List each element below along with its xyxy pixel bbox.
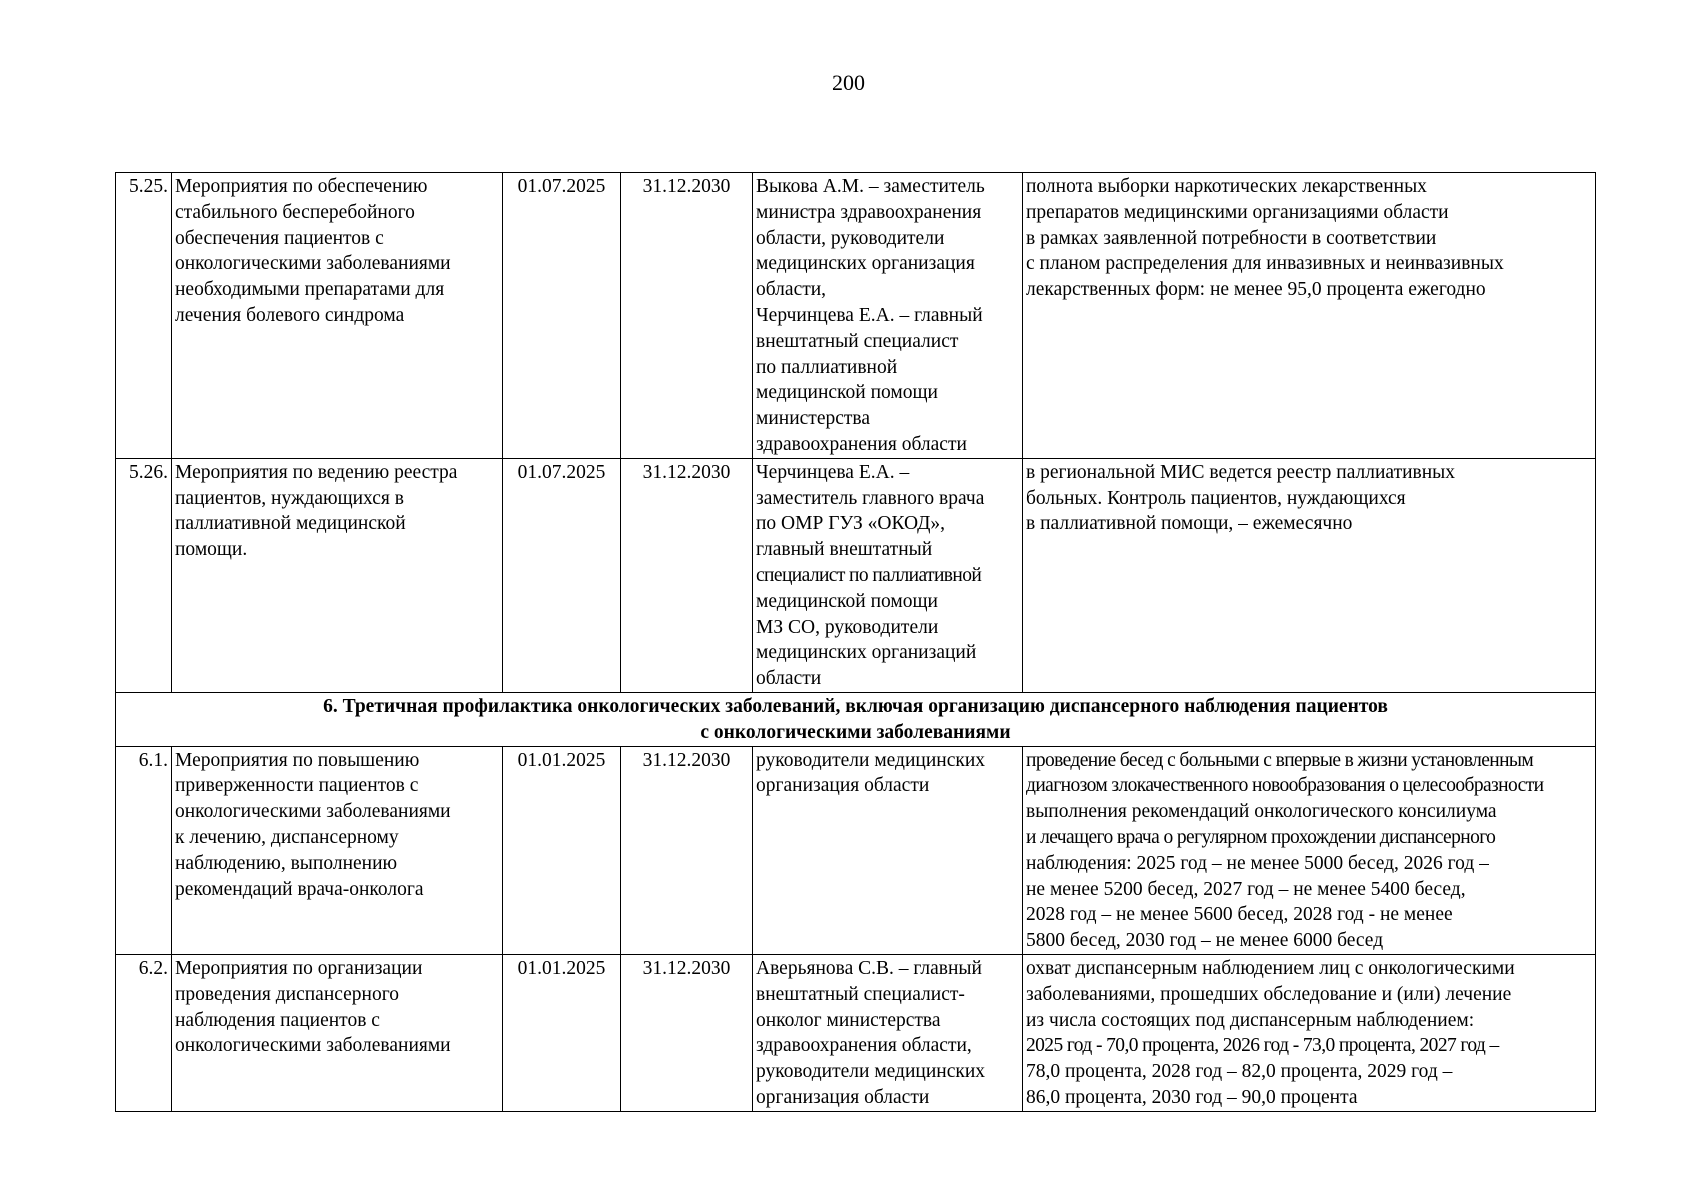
start-date: 01.07.2025 [503,173,621,459]
text-line: проведение бесед с больными с впервые в жизни установленным [1026,749,1534,771]
row-number: 6.1. [116,746,172,954]
responsible-cell [753,954,1023,1111]
text-line: лечения болевого синдрома [175,304,405,326]
end-date: 31.12.2030 [621,173,753,459]
text-line: медицинской помощи [756,382,938,404]
text-line: главный внештатный [756,539,933,561]
text-line: Мероприятия по повышению [175,749,420,771]
text-line: не менее 5200 бесед, 2027 год – не менее 5400 бесед, [1026,878,1466,900]
text-line: Аверьянова С.В. – главный [756,957,982,979]
text-line: обеспечения пациентов с [175,227,384,249]
text-line: в региональной МИС ведется реестр паллиативных [1026,461,1456,483]
text-line: здравоохранения области [756,433,967,455]
text-line: полнота выборки наркотических лекарственных [1026,176,1427,197]
table-row [116,746,1596,954]
text-line: в рамках заявленной потребности в соответствии [1026,227,1437,249]
text-line: наблюдения пациентов с [175,1009,380,1031]
text-line: организация области [756,1086,930,1108]
result-cell [1023,458,1596,692]
table-row [116,173,1596,459]
text-line: 2028 год – не менее 5600 бесед, 2028 год - не менее [1026,904,1453,926]
text-line: с планом распределения для инвазивных и неинвазивных [1026,253,1504,275]
text-line: Выкова А.М. – заместитель [756,176,985,197]
text-line: с онкологическими заболеваниями [700,721,1011,743]
text-line: пациентов, нуждающихся в [175,487,404,509]
text-line: Мероприятия по организации [175,957,423,979]
text-line: Мероприятия по ведению реестра [175,461,458,483]
text-line: онкологическими заболеваниями [175,253,451,275]
activities-table [115,172,1596,1112]
text-line: рекомендаций врача-онколога [175,878,424,900]
text-line: 86,0 процента, 2030 год – 90,0 процента [1026,1086,1358,1108]
text-line: диагнозом злокачественного новообразования о целесообразности [1026,775,1544,797]
text-line: медицинских организаций [756,642,977,664]
start-date: 01.07.2025 [503,458,621,692]
text-line: онколог министерства [756,1009,941,1031]
text-line: приверженности пациентов с [175,775,419,797]
end-date: 31.12.2030 [621,954,753,1111]
text-line: паллиативной медицинской [175,513,406,535]
start-date: 01.01.2025 [503,954,621,1111]
text-line: внештатный специалист- [756,983,965,1005]
text-line: 6. Третичная профилактика онкологических заболеваний, включая организацию диспансерного наблюдения пациентов [323,695,1388,717]
text-line: внештатный специалист [756,330,959,352]
text-line: МЗ СО, руководители [756,616,939,638]
text-line: области, [756,279,827,301]
text-line: Черчинцева Е.А. – [756,461,910,483]
activity-cell [172,173,503,459]
text-line: необходимыми препаратами для [175,279,445,301]
text-line: 5800 бесед, 2030 год – не менее 6000 бесед [1026,930,1384,952]
text-line: медицинской помощи [756,590,938,612]
text-line: медицинских организация [756,253,975,275]
text-line: заболеваниями, прошедших обследование и (или) лечение [1026,983,1512,1005]
text-line: по паллиативной [756,356,898,378]
text-line: по ОМР ГУЗ «ОКОД», [756,513,946,535]
page-number: 200 [832,70,865,95]
responsible-cell [753,173,1023,459]
start-date: 01.01.2025 [503,746,621,954]
text-line: онкологическими заболеваниями [175,801,451,823]
text-line: проведения диспансерного [175,983,400,1005]
text-line: здравоохранения области, [756,1035,972,1057]
text-line: препаратов медицинскими организациями области [1026,201,1449,223]
text-line: заместитель главного врача [756,487,985,509]
activity-cell [172,746,503,954]
activity-cell [172,954,503,1111]
text-line: наблюдению, выполнению [175,852,398,874]
section-row [116,692,1596,746]
text-line: организация области [756,775,930,797]
text-line: 2025 год - 70,0 процента, 2026 год - 73,0 процента, 2027 год – [1026,1035,1499,1057]
text-line: онкологическими заболеваниями [175,1035,451,1057]
text-line: охват диспансерным наблюдением лиц с онкологическими [1026,957,1515,979]
text-line: министра здравоохранения [756,201,982,223]
row-number: 6.2. [116,954,172,1111]
table-row [116,954,1596,1111]
table-row [116,458,1596,692]
row-number: 5.26. [116,458,172,692]
result-cell [1023,954,1596,1111]
text-line: руководители медицинских [756,1061,986,1083]
text-line: специалист по паллиативной [756,564,982,586]
text-line: из числа состоящих под диспансерным наблюдением: [1026,1009,1475,1031]
text-line: помощи. [175,539,248,561]
result-cell [1023,746,1596,954]
end-date: 31.12.2030 [621,746,753,954]
text-line: области, руководители [756,227,945,249]
section-heading [116,692,1596,746]
text-line: больных. Контроль пациентов, нуждающихся [1026,487,1406,509]
responsible-cell [753,458,1023,692]
text-line: 78,0 процента, 2028 год – 82,0 процента, 2029 год – [1026,1061,1453,1083]
text-line: к лечению, диспансерному [175,826,399,848]
end-date: 31.12.2030 [621,458,753,692]
text-line: наблюдения: 2025 год – не менее 5000 бесед, 2026 год – [1026,852,1489,874]
text-line: области [756,668,822,690]
responsible-cell [753,746,1023,954]
text-line: руководители медицинских [756,749,986,771]
text-line: стабильного бесперебойного [175,201,415,223]
text-line: и лечащего врача о регулярном прохождении диспансерного [1026,826,1496,848]
text-line: Черчинцева Е.А. – главный [756,304,983,326]
text-line: в паллиативной помощи, – ежемесячно [1026,513,1353,535]
row-number: 5.25. [116,173,172,459]
text-line: выполнения рекомендаций онкологического консилиума [1026,801,1497,823]
text-line: Мероприятия по обеспечению [175,176,428,197]
text-line: министерства [756,408,871,430]
text-line: лекарственных форм: не менее 95,0 процента ежегодно [1026,279,1486,301]
activity-cell [172,458,503,692]
result-cell [1023,173,1596,459]
